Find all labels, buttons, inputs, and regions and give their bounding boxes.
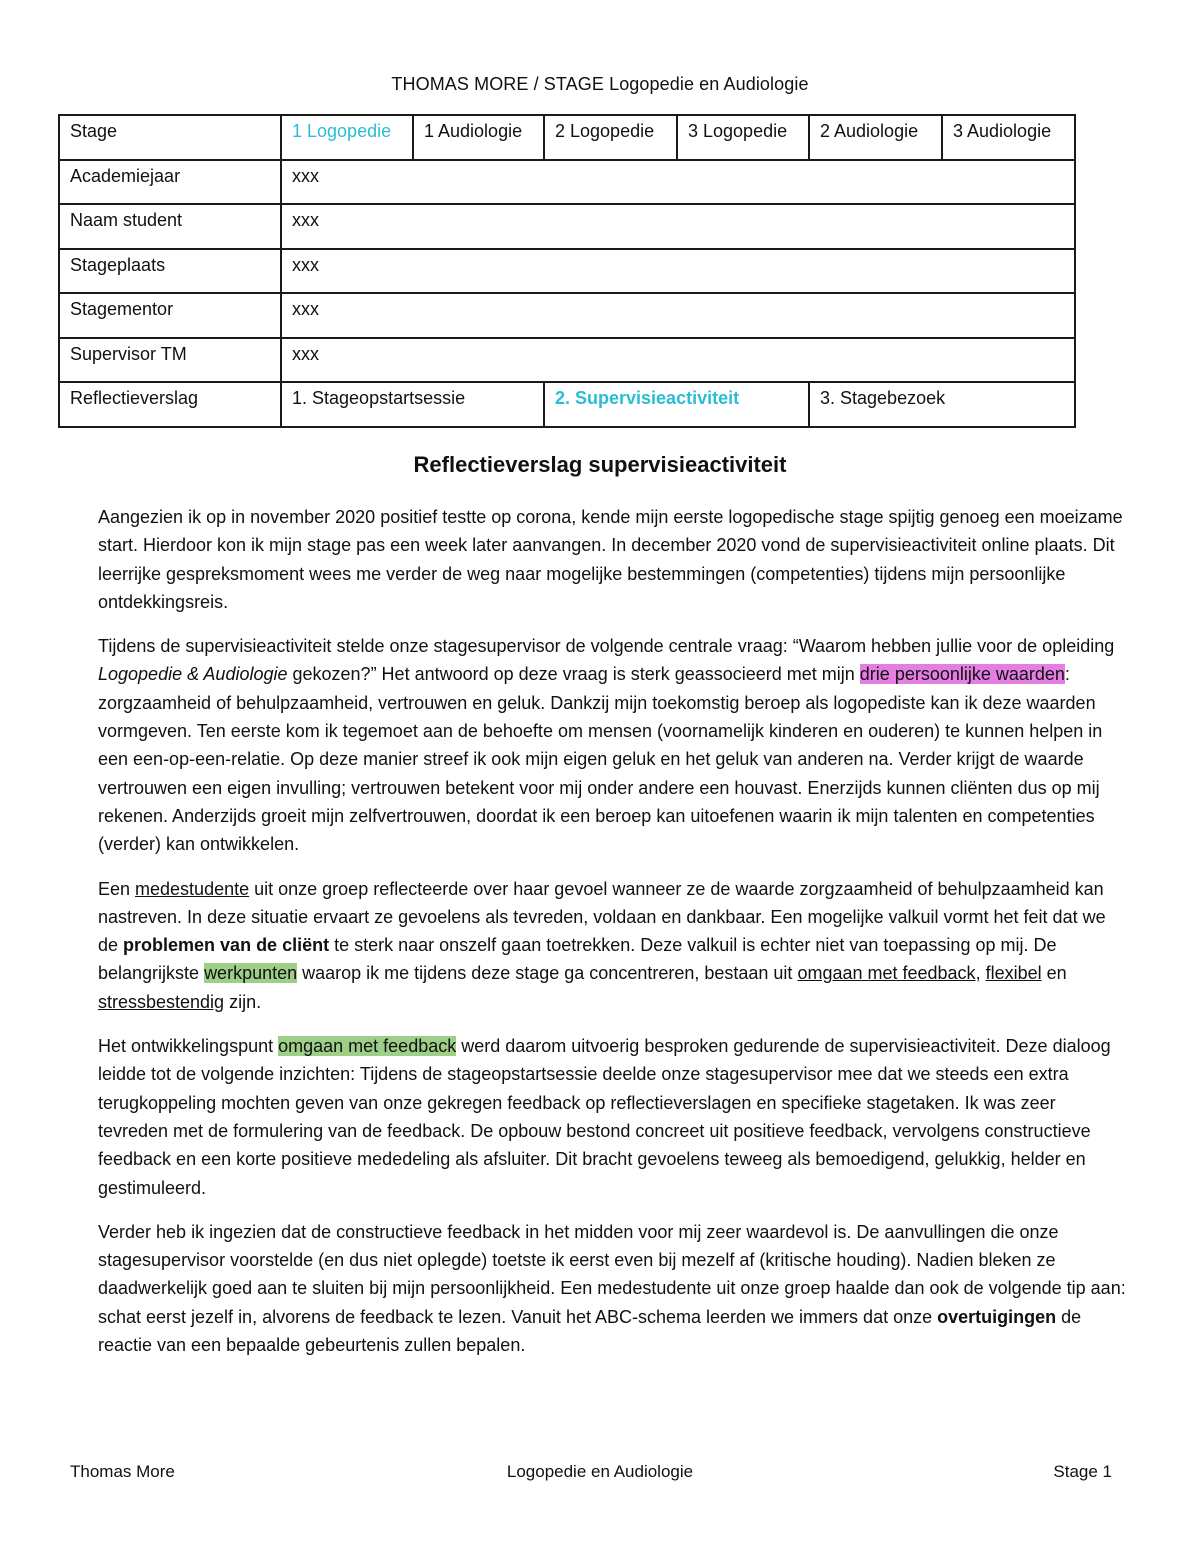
footer-page-number: Stage 1 — [1053, 1462, 1112, 1481]
stage-option-2-logopedie[interactable]: 2 Logopedie — [544, 115, 677, 160]
table-row — [59, 338, 1075, 383]
row-label-academiejaar: Academiejaar — [59, 160, 281, 205]
table-row — [59, 204, 1075, 249]
paragraph-4: Het ontwikkelingspunt omgaan met feedback werd daarom uitvoerig besproken gedurende de supervisieactiviteit. Deze dialoog leidde tot de volgende inzichten: Tijdens de stageopstartsessie deelde onze stagesupervisor mee dat we steeds een extra terugkoppeling mochten geven van onze gekregen feedback op reflectieverslagen en specifieke stagetaken. Ik was zeer tevreden met de formulering van de feedback. De opbouw bestond concreet uit positieve feedback, vervolgens constructieve feedback en een korte positieve mededeling als afsluiter. Dit bracht gevoelens teweeg als bemoedigend, gelukkig, helder en gestimuleerd. — [98, 1036, 1111, 1198]
row-label-naam-student: Naam student — [59, 204, 281, 249]
stage-option-3-logopedie[interactable]: 3 Logopedie — [677, 115, 809, 160]
bold-overtuigingen: overtuigingen — [937, 1306, 1057, 1327]
table-row — [59, 160, 1075, 205]
row-value-stagementor[interactable]: xxx — [281, 293, 1075, 338]
footer-center: Logopedie en Audiologie — [506, 1462, 694, 1481]
info-table — [58, 114, 1076, 428]
paragraph-1: Aangezien ik op in november 2020 positief testte op corona, kende mijn eerste logopedische stage spijtig genoeg een moeizame start. Hierdoor kon ik mijn stage pas een week later aanvangen. In december 2020 vond de supervisieactiviteit online plaats. Dit leerrijke gespreksmoment wees me verder de weg naar mogelijke bestemmingen (competenties) tijdens mijn persoonlijke ontdekkingsreis. — [98, 507, 1123, 612]
document-title: Reflectieverslag supervisieactiviteit — [413, 452, 787, 477]
bold-problemen-van-de-client: problemen van de cliënt — [123, 935, 330, 956]
row-value-supervisor-tm[interactable]: xxx — [281, 338, 1075, 383]
table-row-reflectie — [59, 382, 1075, 427]
document-body — [98, 503, 1126, 1375]
table-row — [59, 249, 1075, 294]
italic-term: Logopedie & Audiologie — [98, 664, 288, 685]
paragraph-5: Verder heb ik ingezien dat de constructieve feedback in het midden voor mij zeer waardevol is. De aanvullingen die onze stagesupervisor voorstelde (en dus niet oplegde) toetste ik eerst even bij mezelf af (kritische houding). Nadien bleken ze daadwerkelijk goed aan te sluiten bij mijn persoonlijkheid. Een medestudente uit onze groep haalde dan ook de volgende tip aan: schat eerst jezelf in, alvorens de feedback te lezen. Vanuit het ABC-schema leerden we immers dat onze overtuigingen de reactie van een bepaalde gebeurtenis zullen bepalen. — [98, 1221, 1126, 1356]
reflectie-option-stageopstartsessie[interactable]: 1. Stageopstartsessie — [281, 382, 544, 427]
row-label-supervisor-tm: Supervisor TM — [59, 338, 281, 383]
highlight-omgaan-met-feedback: omgaan met feedback — [278, 1036, 457, 1057]
footer-left: Thomas More — [70, 1462, 175, 1481]
page-header: THOMAS MORE / STAGE Logopedie en Audiologie — [391, 74, 809, 94]
highlight-drie-persoonlijke-waarden: drie persoonlijke waarden — [859, 664, 1065, 685]
paragraph-2: Tijdens de supervisieactiviteit stelde onze stagesupervisor de volgende centrale vraag: “Waarom hebben jullie voor de opleiding Logopedie & Audiologie gekozen?” Het antwoord op deze vraag is sterk geassocieerd met mijn drie persoonlijke waarden: zorgzaamheid of behulpzaamheid, vertrouwen en geluk. Dankzij mijn toekomstig beroep als logopediste kan ik deze waarden vormgeven. Ten eerste kom ik tegemoet aan de behoefte om mensen (voornamelijk kinderen en ouderen) te kunnen helpen in een een-op-een-relatie. Op deze manier streef ik ook mijn eigen geluk en het geluk van anderen na. Verder krijgt de waarde vertrouwen een eigen invulling; vertrouwen betekent voor mij onder andere een houvast. Enerzijds kunnen cliënten dus op mij rekenen. Anderzijds groeit mijn zelfvertrouwen, doordat ik een beroep kan uitoefenen waarin ik mijn talenten en competenties (verder) kan ontwikkelen. — [98, 636, 1115, 855]
paragraph-3: Een medestudente uit onze groep reflecteerde over haar gevoel wanneer ze de waarde zorgzaamheid of behulpzaamheid kan nastreven. In deze situatie ervaart ze gevoelens als tevreden, voldaan en dankbaar. Een mogelijke valkuil vormt het feit dat we de problemen van de cliënt te sterk naar onszelf gaan toetrekken. Deze valkuil is echter niet van toepassing op mij. De belangrijkste werkpunten waarop ik me tijdens deze stage ga concentreren, bestaan uit omgaan met feedback, flexibel en stressbestendig zijn. — [98, 878, 1106, 1012]
stage-option-1-audiologie[interactable]: 1 Audiologie — [413, 115, 544, 160]
stage-option-1-logopedie[interactable]: 1 Logopedie — [281, 115, 413, 160]
stage-option-2-audiologie[interactable]: 2 Audiologie — [809, 115, 942, 160]
table-row-stage — [59, 115, 1075, 160]
stage-label: Stage — [59, 115, 281, 160]
row-value-naam-student[interactable]: xxx — [281, 204, 1075, 249]
table-row — [59, 293, 1075, 338]
row-label-stagementor: Stagementor — [59, 293, 281, 338]
reflectie-option-supervisieactiviteit[interactable]: 2. Supervisieactiviteit — [544, 382, 809, 427]
stage-option-3-audiologie[interactable]: 3 Audiologie — [942, 115, 1075, 160]
underline-stressbestendig: stressbestendig — [98, 991, 225, 1012]
underline-flexibel: flexibel — [985, 963, 1042, 984]
reflectie-label: Reflectieverslag — [59, 382, 281, 427]
row-label-stageplaats: Stageplaats — [59, 249, 281, 294]
highlight-werkpunten: werkpunten — [204, 963, 298, 984]
reflectie-option-stagebezoek[interactable]: 3. Stagebezoek — [809, 382, 1075, 427]
underline-omgaan-met-feedback: omgaan met feedback — [797, 963, 976, 984]
underline-medestudente: medestudente — [135, 878, 250, 899]
row-value-academiejaar[interactable]: xxx — [281, 160, 1075, 205]
row-value-stageplaats[interactable]: xxx — [281, 249, 1075, 294]
